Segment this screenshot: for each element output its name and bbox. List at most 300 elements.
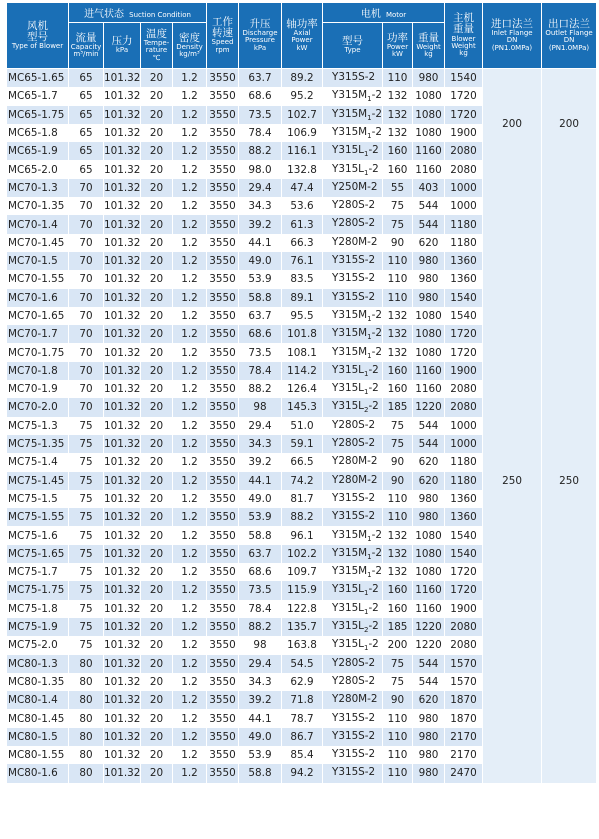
cell-motor-weight: 620	[413, 472, 445, 490]
cell-pressure: 101.32	[104, 106, 141, 124]
cell-blower-model: MC65-1.8	[7, 124, 69, 142]
cell-blower-weight: 1000	[445, 435, 483, 453]
cell-blower-model: MC80-1.3	[7, 655, 69, 673]
cell-capacity: 65	[69, 106, 104, 124]
cell-temperature: 20	[141, 106, 173, 124]
cell-motor-type: Y280M-2	[323, 234, 383, 252]
cell-blower-model: MC75-1.65	[7, 545, 69, 563]
cell-pressure: 101.32	[104, 655, 141, 673]
cell-temperature: 20	[141, 160, 173, 178]
cell-motor-type: $Y315M_1-2$	[323, 124, 383, 142]
cell-axial-power: 51.0	[282, 417, 323, 435]
cell-blower-weight: 1180	[445, 453, 483, 471]
cell-motor-power: 110	[383, 709, 413, 727]
cell-capacity: 75	[69, 435, 104, 453]
cell-discharge-pressure: 63.7	[239, 307, 282, 325]
cell-discharge-pressure: 68.6	[239, 325, 282, 343]
cell-blower-weight: 1360	[445, 270, 483, 288]
cell-pressure: 101.32	[104, 160, 141, 178]
header-inlet-flange: 进口法兰 Inlet Flange DN (PN1.0MPa)	[483, 3, 542, 69]
header-motor-power: 功率 Power kW	[383, 23, 413, 69]
cell-axial-power: 59.1	[282, 435, 323, 453]
cell-discharge-pressure: 88.2	[239, 618, 282, 636]
cell-speed: 3550	[207, 673, 239, 691]
cell-temperature: 20	[141, 270, 173, 288]
cell-axial-power: 122.8	[282, 600, 323, 618]
cell-speed: 3550	[207, 417, 239, 435]
cell-blower-weight: 1720	[445, 106, 483, 124]
cell-motor-weight: 1080	[413, 124, 445, 142]
cell-motor-weight: 1080	[413, 325, 445, 343]
cell-pressure: 101.32	[104, 435, 141, 453]
cell-temperature: 20	[141, 600, 173, 618]
cell-capacity: 70	[69, 215, 104, 233]
cell-motor-weight: 980	[413, 69, 445, 87]
cell-speed: 3550	[207, 124, 239, 142]
cell-capacity: 65	[69, 69, 104, 87]
cell-pressure: 101.32	[104, 600, 141, 618]
cell-motor-power: 185	[383, 398, 413, 416]
cell-temperature: 20	[141, 526, 173, 544]
cell-density: 1.2	[173, 124, 207, 142]
cell-capacity: 65	[69, 160, 104, 178]
cell-blower-model: MC70-1.75	[7, 343, 69, 361]
cell-blower-model: MC75-2.0	[7, 636, 69, 654]
cell-blower-model: MC75-1.6	[7, 526, 69, 544]
cell-motor-weight: 1080	[413, 307, 445, 325]
cell-discharge-pressure: 44.1	[239, 234, 282, 252]
cell-density: 1.2	[173, 435, 207, 453]
cell-blower-model: MC70-1.45	[7, 234, 69, 252]
cell-discharge-pressure: 53.9	[239, 270, 282, 288]
cell-capacity: 65	[69, 124, 104, 142]
cell-blower-model: MC65-2.0	[7, 160, 69, 178]
cell-motor-weight: 1080	[413, 563, 445, 581]
cell-speed: 3550	[207, 636, 239, 654]
cell-motor-power: 160	[383, 600, 413, 618]
cell-speed: 3550	[207, 545, 239, 563]
cell-density: 1.2	[173, 728, 207, 746]
cell-discharge-pressure: 68.6	[239, 563, 282, 581]
cell-temperature: 20	[141, 417, 173, 435]
cell-discharge-pressure: 34.3	[239, 673, 282, 691]
cell-density: 1.2	[173, 655, 207, 673]
cell-capacity: 75	[69, 453, 104, 471]
cell-motor-weight: 1160	[413, 160, 445, 178]
cell-motor-power: 90	[383, 234, 413, 252]
cell-blower-model: MC75-1.3	[7, 417, 69, 435]
table-row	[7, 179, 597, 197]
cell-blower-weight: 2080	[445, 380, 483, 398]
outlet-flange-dn: 250	[542, 179, 597, 783]
cell-motor-weight: 980	[413, 764, 445, 782]
cell-speed: 3550	[207, 691, 239, 709]
cell-motor-power: 132	[383, 307, 413, 325]
cell-density: 1.2	[173, 490, 207, 508]
cell-motor-weight: 1160	[413, 581, 445, 599]
cell-pressure: 101.32	[104, 545, 141, 563]
cell-density: 1.2	[173, 69, 207, 87]
cell-blower-weight: 1000	[445, 417, 483, 435]
cell-discharge-pressure: 98	[239, 636, 282, 654]
cell-motor-type: Y280M-2	[323, 472, 383, 490]
cell-speed: 3550	[207, 69, 239, 87]
cell-motor-type: $Y315L_1-2$	[323, 362, 383, 380]
cell-discharge-pressure: 73.5	[239, 581, 282, 599]
cell-capacity: 80	[69, 655, 104, 673]
cell-motor-type: $Y315L_1-2$	[323, 581, 383, 599]
cell-capacity: 70	[69, 307, 104, 325]
cell-axial-power: 163.8	[282, 636, 323, 654]
cell-discharge-pressure: 53.9	[239, 746, 282, 764]
cell-axial-power: 115.9	[282, 581, 323, 599]
table-body	[7, 69, 597, 783]
cell-blower-model: MC70-1.9	[7, 380, 69, 398]
cell-density: 1.2	[173, 398, 207, 416]
cell-motor-power: 132	[383, 325, 413, 343]
cell-pressure: 101.32	[104, 307, 141, 325]
cell-axial-power: 109.7	[282, 563, 323, 581]
cell-motor-power: 160	[383, 142, 413, 160]
cell-axial-power: 54.5	[282, 655, 323, 673]
cell-capacity: 75	[69, 581, 104, 599]
cell-axial-power: 76.1	[282, 252, 323, 270]
cell-pressure: 101.32	[104, 234, 141, 252]
cell-motor-power: 110	[383, 728, 413, 746]
header-axial-power: 轴功率 Axial Power kW	[282, 3, 323, 69]
header-blower-model: 风机 型号 Type of Blower	[7, 3, 69, 69]
cell-blower-weight: 2080	[445, 636, 483, 654]
cell-capacity: 80	[69, 764, 104, 782]
cell-motor-type: $Y315M_1-2$	[323, 325, 383, 343]
cell-pressure: 101.32	[104, 673, 141, 691]
cell-motor-weight: 980	[413, 270, 445, 288]
cell-blower-weight: 1360	[445, 490, 483, 508]
cell-density: 1.2	[173, 764, 207, 782]
cell-motor-type: Y315S-2	[323, 728, 383, 746]
cell-density: 1.2	[173, 545, 207, 563]
cell-density: 1.2	[173, 343, 207, 361]
cell-motor-power: 110	[383, 270, 413, 288]
cell-pressure: 101.32	[104, 362, 141, 380]
cell-capacity: 75	[69, 563, 104, 581]
cell-discharge-pressure: 39.2	[239, 691, 282, 709]
cell-axial-power: 95.2	[282, 87, 323, 105]
table-row	[7, 69, 597, 87]
cell-blower-weight: 1000	[445, 179, 483, 197]
cell-speed: 3550	[207, 655, 239, 673]
cell-motor-type: Y280S-2	[323, 435, 383, 453]
cell-capacity: 70	[69, 179, 104, 197]
cell-speed: 3550	[207, 764, 239, 782]
cell-blower-model: MC80-1.5	[7, 728, 69, 746]
cell-motor-weight: 544	[413, 417, 445, 435]
cell-pressure: 101.32	[104, 197, 141, 215]
cell-capacity: 75	[69, 526, 104, 544]
cell-blower-weight: 2080	[445, 618, 483, 636]
cell-motor-weight: 1160	[413, 380, 445, 398]
cell-blower-model: MC75-1.35	[7, 435, 69, 453]
cell-temperature: 20	[141, 508, 173, 526]
cell-discharge-pressure: 73.5	[239, 106, 282, 124]
cell-motor-type: Y315S-2	[323, 764, 383, 782]
cell-pressure: 101.32	[104, 380, 141, 398]
cell-axial-power: 71.8	[282, 691, 323, 709]
cell-density: 1.2	[173, 87, 207, 105]
cell-speed: 3550	[207, 106, 239, 124]
cell-axial-power: 102.2	[282, 545, 323, 563]
cell-temperature: 20	[141, 398, 173, 416]
cell-speed: 3550	[207, 215, 239, 233]
cell-blower-weight: 1540	[445, 545, 483, 563]
cell-motor-type: $Y315L_1-2$	[323, 160, 383, 178]
cell-blower-model: MC75-1.5	[7, 490, 69, 508]
cell-blower-weight: 1180	[445, 472, 483, 490]
cell-motor-power: 110	[383, 746, 413, 764]
cell-speed: 3550	[207, 362, 239, 380]
cell-temperature: 20	[141, 197, 173, 215]
cell-axial-power: 78.7	[282, 709, 323, 727]
cell-motor-power: 90	[383, 453, 413, 471]
cell-temperature: 20	[141, 380, 173, 398]
cell-motor-weight: 544	[413, 673, 445, 691]
cell-motor-type: Y315S-2	[323, 709, 383, 727]
cell-pressure: 101.32	[104, 142, 141, 160]
cell-pressure: 101.32	[104, 691, 141, 709]
cell-discharge-pressure: 44.1	[239, 709, 282, 727]
cell-axial-power: 62.9	[282, 673, 323, 691]
cell-motor-type: $Y315M_1-2$	[323, 307, 383, 325]
cell-motor-weight: 1160	[413, 142, 445, 160]
cell-density: 1.2	[173, 526, 207, 544]
cell-motor-weight: 1220	[413, 618, 445, 636]
cell-axial-power: 145.3	[282, 398, 323, 416]
cell-blower-model: MC70-1.35	[7, 197, 69, 215]
cell-discharge-pressure: 78.4	[239, 600, 282, 618]
cell-pressure: 101.32	[104, 417, 141, 435]
cell-temperature: 20	[141, 289, 173, 307]
cell-capacity: 75	[69, 508, 104, 526]
cell-temperature: 20	[141, 545, 173, 563]
cell-capacity: 65	[69, 87, 104, 105]
cell-pressure: 101.32	[104, 746, 141, 764]
cell-pressure: 101.32	[104, 526, 141, 544]
cell-density: 1.2	[173, 618, 207, 636]
cell-pressure: 101.32	[104, 709, 141, 727]
cell-blower-weight: 2470	[445, 764, 483, 782]
cell-motor-weight: 1220	[413, 636, 445, 654]
cell-density: 1.2	[173, 307, 207, 325]
cell-blower-model: MC75-1.75	[7, 581, 69, 599]
cell-discharge-pressure: 58.8	[239, 526, 282, 544]
cell-blower-model: MC75-1.9	[7, 618, 69, 636]
cell-discharge-pressure: 29.4	[239, 417, 282, 435]
cell-temperature: 20	[141, 69, 173, 87]
cell-temperature: 20	[141, 490, 173, 508]
cell-pressure: 101.32	[104, 252, 141, 270]
cell-motor-weight: 1160	[413, 600, 445, 618]
cell-density: 1.2	[173, 179, 207, 197]
cell-speed: 3550	[207, 234, 239, 252]
cell-motor-weight: 980	[413, 728, 445, 746]
cell-motor-power: 132	[383, 343, 413, 361]
cell-axial-power: 96.1	[282, 526, 323, 544]
cell-blower-weight: 2080	[445, 398, 483, 416]
cell-motor-power: 110	[383, 764, 413, 782]
cell-density: 1.2	[173, 563, 207, 581]
cell-discharge-pressure: 29.4	[239, 655, 282, 673]
cell-motor-type: $Y315M_1-2$	[323, 87, 383, 105]
cell-density: 1.2	[173, 508, 207, 526]
cell-motor-weight: 544	[413, 435, 445, 453]
cell-discharge-pressure: 58.8	[239, 764, 282, 782]
cell-motor-power: 55	[383, 179, 413, 197]
cell-motor-weight: 1160	[413, 362, 445, 380]
cell-motor-type: Y280S-2	[323, 197, 383, 215]
cell-capacity: 70	[69, 270, 104, 288]
cell-speed: 3550	[207, 526, 239, 544]
cell-speed: 3550	[207, 490, 239, 508]
cell-speed: 3550	[207, 160, 239, 178]
cell-motor-power: 110	[383, 252, 413, 270]
header-motor-type: 型号 Type	[323, 23, 383, 69]
cell-axial-power: 108.1	[282, 343, 323, 361]
cell-discharge-pressure: 98	[239, 398, 282, 416]
cell-motor-weight: 1080	[413, 106, 445, 124]
cell-capacity: 80	[69, 728, 104, 746]
cell-motor-type: Y280M-2	[323, 691, 383, 709]
cell-blower-weight: 1720	[445, 343, 483, 361]
cell-blower-model: MC70-1.3	[7, 179, 69, 197]
header-capacity: 流量 Capacity m³/min	[69, 23, 104, 69]
cell-blower-model: MC70-1.4	[7, 215, 69, 233]
cell-speed: 3550	[207, 746, 239, 764]
cell-discharge-pressure: 98.0	[239, 160, 282, 178]
cell-blower-weight: 1870	[445, 709, 483, 727]
cell-speed: 3550	[207, 179, 239, 197]
cell-motor-type: $Y315L_1-2$	[323, 142, 383, 160]
cell-pressure: 101.32	[104, 398, 141, 416]
cell-discharge-pressure: 88.2	[239, 380, 282, 398]
cell-axial-power: 116.1	[282, 142, 323, 160]
cell-density: 1.2	[173, 709, 207, 727]
cell-speed: 3550	[207, 398, 239, 416]
cell-blower-model: MC80-1.55	[7, 746, 69, 764]
cell-density: 1.2	[173, 160, 207, 178]
cell-blower-weight: 1360	[445, 252, 483, 270]
cell-temperature: 20	[141, 581, 173, 599]
cell-pressure: 101.32	[104, 270, 141, 288]
cell-blower-model: MC65-1.7	[7, 87, 69, 105]
cell-motor-weight: 980	[413, 508, 445, 526]
cell-blower-model: MC80-1.35	[7, 673, 69, 691]
cell-density: 1.2	[173, 252, 207, 270]
cell-blower-model: MC65-1.75	[7, 106, 69, 124]
cell-temperature: 20	[141, 673, 173, 691]
cell-temperature: 20	[141, 728, 173, 746]
cell-axial-power: 88.2	[282, 508, 323, 526]
cell-motor-type: $Y315M_1-2$	[323, 526, 383, 544]
cell-speed: 3550	[207, 142, 239, 160]
cell-axial-power: 53.6	[282, 197, 323, 215]
cell-blower-model: MC70-1.6	[7, 289, 69, 307]
cell-blower-weight: 1870	[445, 691, 483, 709]
cell-pressure: 101.32	[104, 87, 141, 105]
cell-axial-power: 47.4	[282, 179, 323, 197]
cell-motor-power: 110	[383, 490, 413, 508]
cell-speed: 3550	[207, 197, 239, 215]
cell-temperature: 20	[141, 618, 173, 636]
cell-capacity: 80	[69, 746, 104, 764]
cell-discharge-pressure: 88.2	[239, 142, 282, 160]
cell-motor-type: $Y315L_2-2$	[323, 398, 383, 416]
cell-capacity: 70	[69, 362, 104, 380]
cell-axial-power: 81.7	[282, 490, 323, 508]
cell-axial-power: 101.8	[282, 325, 323, 343]
cell-blower-weight: 2170	[445, 746, 483, 764]
cell-motor-power: 132	[383, 87, 413, 105]
table-header	[7, 3, 597, 69]
cell-motor-power: 160	[383, 581, 413, 599]
cell-blower-weight: 1570	[445, 655, 483, 673]
header-motor-weight: 重量 Weight kg	[413, 23, 445, 69]
cell-motor-power: 185	[383, 618, 413, 636]
cell-motor-weight: 544	[413, 655, 445, 673]
cell-axial-power: 106.9	[282, 124, 323, 142]
header-density: 密度 Density kg/m³	[173, 23, 207, 69]
cell-pressure: 101.32	[104, 490, 141, 508]
cell-temperature: 20	[141, 655, 173, 673]
cell-discharge-pressure: 34.3	[239, 435, 282, 453]
cell-speed: 3550	[207, 343, 239, 361]
cell-pressure: 101.32	[104, 764, 141, 782]
cell-speed: 3550	[207, 563, 239, 581]
cell-blower-weight: 2080	[445, 160, 483, 178]
cell-blower-weight: 1360	[445, 508, 483, 526]
cell-axial-power: 132.8	[282, 160, 323, 178]
cell-temperature: 20	[141, 325, 173, 343]
cell-motor-power: 90	[383, 691, 413, 709]
inlet-flange-dn: 250	[483, 179, 542, 783]
cell-density: 1.2	[173, 380, 207, 398]
cell-speed: 3550	[207, 581, 239, 599]
cell-blower-weight: 1900	[445, 362, 483, 380]
cell-temperature: 20	[141, 87, 173, 105]
cell-density: 1.2	[173, 106, 207, 124]
header-outlet-flange: 出口法兰 Outlet Flange DN (PN1.0MPa)	[542, 3, 597, 69]
cell-blower-weight: 1540	[445, 69, 483, 87]
cell-blower-model: MC75-1.45	[7, 472, 69, 490]
cell-motor-type: $Y315L_1-2$	[323, 380, 383, 398]
cell-density: 1.2	[173, 197, 207, 215]
cell-density: 1.2	[173, 142, 207, 160]
cell-motor-type: Y280S-2	[323, 655, 383, 673]
cell-density: 1.2	[173, 453, 207, 471]
cell-temperature: 20	[141, 636, 173, 654]
cell-motor-weight: 1080	[413, 545, 445, 563]
cell-capacity: 65	[69, 142, 104, 160]
cell-motor-weight: 403	[413, 179, 445, 197]
cell-axial-power: 61.3	[282, 215, 323, 233]
cell-density: 1.2	[173, 325, 207, 343]
cell-pressure: 101.32	[104, 325, 141, 343]
cell-speed: 3550	[207, 728, 239, 746]
cell-motor-weight: 544	[413, 197, 445, 215]
cell-blower-model: MC70-1.55	[7, 270, 69, 288]
cell-temperature: 20	[141, 142, 173, 160]
cell-density: 1.2	[173, 362, 207, 380]
cell-motor-power: 132	[383, 563, 413, 581]
